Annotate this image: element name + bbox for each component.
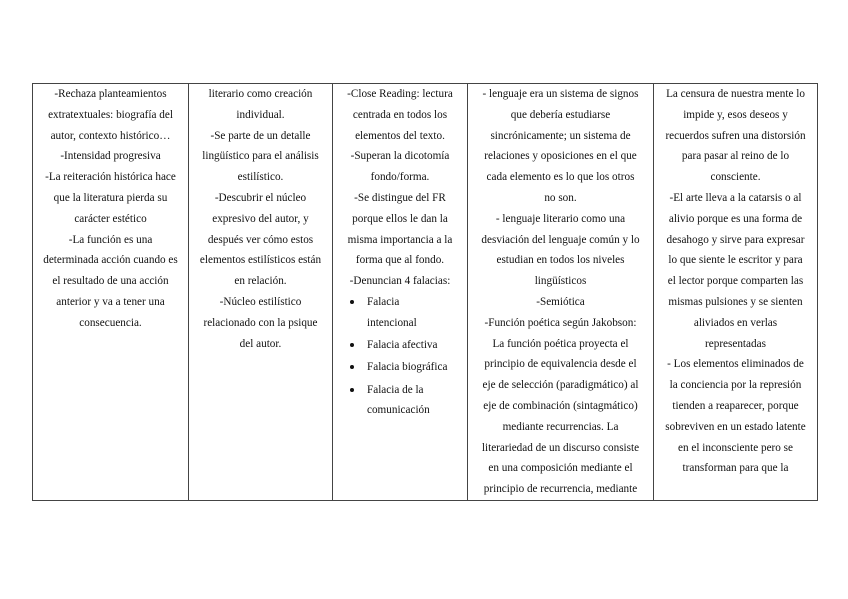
text-line: Falacia xyxy=(367,295,400,308)
text-line: lingüístico para el análisis xyxy=(202,150,319,163)
cell-col4 xyxy=(468,84,654,501)
text-line: porque ellos le dan la xyxy=(352,212,448,225)
text-line: centrada en todos los xyxy=(352,108,448,121)
text-line: Falacia biográfica xyxy=(367,361,448,374)
list-item xyxy=(344,292,464,334)
text-line: transforman para que la xyxy=(682,462,789,475)
text-line: en relación. xyxy=(234,275,287,288)
text-line: - lenguaje literario como una xyxy=(495,212,626,225)
list-item xyxy=(344,380,464,422)
text-line: recuerdos sufren una distorsión xyxy=(665,129,806,142)
text-line: La función poética proyecta el xyxy=(492,337,629,350)
text-line: -Se parte de un detalle xyxy=(210,129,311,142)
text-line: -Descubrir el núcleo xyxy=(214,191,307,204)
fallacy-list xyxy=(336,292,464,421)
text-line: elementos estilísticos están xyxy=(199,254,322,267)
text-line: - Los elementos eliminados de xyxy=(667,358,804,371)
text-line: autor, contexto histórico… xyxy=(50,129,171,142)
text-line: literario como creación xyxy=(208,88,313,100)
text-line: -Semiótica xyxy=(536,295,585,308)
text-line: representadas xyxy=(705,337,766,350)
text-line: anterior y va a tener una xyxy=(56,295,165,308)
text-line: fondo/forma. xyxy=(370,171,430,184)
text-line: consciente. xyxy=(710,171,761,184)
cell-col5 xyxy=(654,84,818,501)
text-line: principio de equivalencia desde el xyxy=(484,358,637,371)
text-line: sobreviven en un estado latente xyxy=(665,420,806,433)
text-line: individual. xyxy=(236,108,285,121)
text-line: sincrónicamente; un sistema de xyxy=(490,129,631,142)
text-line: carácter estético xyxy=(74,212,147,225)
text-line: del autor. xyxy=(239,337,282,350)
text-line: eje de selección (paradigmático) al xyxy=(482,379,639,392)
cell-col2 xyxy=(189,84,333,501)
text-line: extratextuales: biografía del xyxy=(48,108,173,121)
text-line: para pasar al reino de lo xyxy=(681,150,790,163)
text-line: -La función es una xyxy=(68,233,153,246)
text-line: cada elemento es lo que los otros xyxy=(486,171,635,184)
text-line: -Rechaza planteamientos xyxy=(54,88,167,100)
text-line: intencional xyxy=(367,316,417,329)
text-line: lo que siente le escritor y para xyxy=(668,254,803,267)
text-line: en el inconsciente pero se xyxy=(678,441,793,454)
cell-col1 xyxy=(33,84,189,501)
text-line: comunicación xyxy=(367,404,430,417)
text-line: lingüísticos xyxy=(534,275,587,288)
text-line: mediante recurrencias. La xyxy=(502,420,619,433)
text-line: determinada acción cuando es xyxy=(43,254,178,267)
text-line: -Intensidad progresiva xyxy=(60,150,161,163)
text-line: el lector porque comparten las xyxy=(667,275,804,288)
text-line: consecuencia. xyxy=(79,316,142,329)
text-line: relacionado con la psique xyxy=(203,316,318,329)
text-line: -El arte lleva a la catarsis o al xyxy=(669,191,802,204)
cell-col3 xyxy=(333,84,468,501)
text-line: la conciencia por la represión xyxy=(669,379,802,392)
text-line: -Función poética según Jakobson: xyxy=(484,316,637,329)
text-line: eje de combinación (sintagmático) xyxy=(483,399,638,412)
text-line: relaciones y oposiciones en el que xyxy=(484,150,637,163)
text-line: tienden a reaparecer, porque xyxy=(672,399,799,412)
text-line: estilístico. xyxy=(237,171,284,184)
text-line: La censura de nuestra mente lo xyxy=(666,88,805,100)
text-line: -Se distingue del FR xyxy=(354,191,446,204)
text-line: impide y, esos deseos y xyxy=(683,108,788,121)
list-item xyxy=(344,357,464,378)
text-line: mismas pulsiones y se sienten xyxy=(668,295,803,308)
list-item xyxy=(344,335,464,356)
text-line: -La reiteración histórica hace xyxy=(45,171,176,184)
text-line: expresivo del autor, y xyxy=(212,212,309,225)
text-line: que la literatura pierda su xyxy=(53,191,168,204)
text-line: Falacia afectiva xyxy=(367,339,438,352)
text-line: -Close Reading: lectura xyxy=(347,88,453,100)
text-line: el resultado de una acción xyxy=(52,275,169,288)
text-line: aliviados en verlas xyxy=(693,316,778,329)
text-line: - lenguaje era un sistema de signos xyxy=(482,88,639,100)
text-line: desviación del lenguaje común y lo xyxy=(481,233,640,246)
text-line: principio de recurrencia, mediante xyxy=(483,483,638,496)
text-line: estudian en todos los niveles xyxy=(496,254,625,267)
text-line: -Superan la dicotomía xyxy=(350,150,450,163)
text-line: -Denuncian 4 falacias: xyxy=(349,275,451,288)
text-line: elementos del texto. xyxy=(355,129,445,142)
text-line: literariedad de un discurso consiste xyxy=(481,441,640,454)
content-table xyxy=(32,83,818,501)
text-line: en una composición mediante el xyxy=(488,462,633,475)
text-line: -Núcleo estilístico xyxy=(219,295,302,308)
text-line: después ver cómo estos xyxy=(207,233,314,246)
table-row xyxy=(33,84,818,501)
text-line: alivio porque es una forma de xyxy=(668,212,803,225)
text-line: Falacia de la xyxy=(367,383,424,396)
text-line: forma que al fondo. xyxy=(355,254,445,267)
text-line: que debería estudiarse xyxy=(510,108,611,121)
text-line: misma importancia a la xyxy=(347,233,453,246)
text-line: no son. xyxy=(544,191,577,204)
text-line: desahogo y sirve para expresar xyxy=(666,233,805,246)
